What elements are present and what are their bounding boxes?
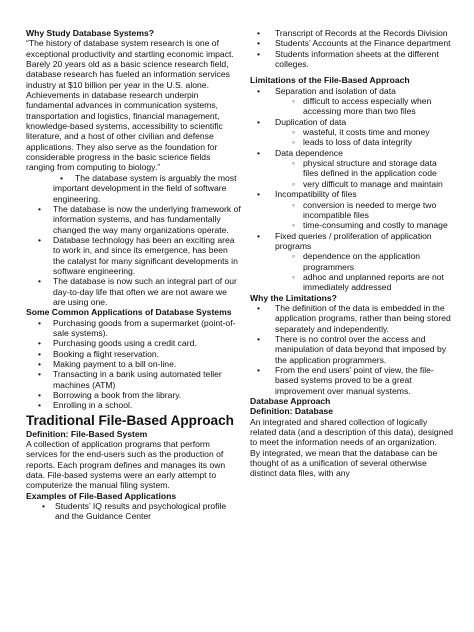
list-item: • The database system is arguably the most important development in the field of software engineering. xyxy=(26,173,241,204)
limitation-subs xyxy=(275,158,454,189)
database-approach-heading: Database Approach xyxy=(250,396,331,407)
left-column xyxy=(26,28,241,522)
limitation-label: Separation and isolation of data xyxy=(275,85,396,96)
why-study-bullets xyxy=(26,173,241,307)
limitation-label: Data dependence xyxy=(275,147,343,158)
limitation-item xyxy=(250,86,454,117)
why-limitations-heading: Why the Limitations? xyxy=(250,292,337,303)
list-item: • Borrowing a book from the library. xyxy=(26,390,241,400)
list-item: • Purchasing goods using a credit card. xyxy=(26,338,241,348)
right-column xyxy=(250,28,454,479)
list-item: • Students information sheets at the different colleges. xyxy=(250,49,454,70)
database-definition-text: An integrated and shared collection of logically related data (and a description of this data), designed to meet the information needs of an organization. xyxy=(250,416,454,448)
examples-heading: Examples of File-Based Applications xyxy=(26,490,177,501)
list-item: • Database technology has been an exciting area to work in, and since its emergence, has been the catalyst for many significant developments in software engineering. xyxy=(26,235,241,276)
list-item: • The database is now such an integral part of our day-to-day life that often we are not aware we are using one. xyxy=(26,276,241,307)
why-limitations-bullets xyxy=(250,303,454,396)
list-item: • Transcript of Records at the Records Division xyxy=(250,28,454,38)
applications-heading: Some Common Applications of Database Systems xyxy=(26,307,232,318)
list-item: ◦ wasteful, it costs time and money xyxy=(275,127,454,137)
limitations-list xyxy=(250,86,454,293)
limitation-subs xyxy=(275,200,454,231)
limitation-subs xyxy=(275,251,454,292)
traditional-approach-heading: Traditional File-Based Approach xyxy=(26,412,234,428)
list-item: • Students’ IQ results and psychological profile and the Guidance Center xyxy=(26,501,241,522)
examples-bullets-right xyxy=(250,28,454,69)
list-item: ◦ difficult to access especially when accessing more than two files xyxy=(275,96,454,117)
limitation-label: Duplication of data xyxy=(275,116,347,127)
limitation-label: Fixed queries / proliferation of application programs xyxy=(275,230,432,251)
list-item: • Transacting in a bank using automated teller machines (ATM) xyxy=(26,369,241,390)
why-study-quote: “The history of database system research is one of exceptional productivity and startling economic impact. Barely 20 years old as a basic science research field, database research has fueled an information services industry at $10 billion per year in the U.S. alone. Achievements in database research underpin fundamental advances in communication systems, transportation and logistics, financial management, knowledge-based systems, accessibility to scientific literature, and a host of other civilian and defense applications. They also serve as the foundation for considerable progress in the basic science fields ranging from computing to biology.” xyxy=(26,38,234,173)
list-item: • Students’ Accounts at the Finance department xyxy=(250,38,454,48)
limitation-item xyxy=(250,148,454,189)
list-item: ◦ adhoc and unplanned reports are not immediately addressed xyxy=(275,272,454,293)
list-item: ◦ dependence on the application programmers xyxy=(275,251,454,272)
list-item: ◦ physical structure and storage data files defined in the application code xyxy=(275,158,454,179)
examples-bullets-left xyxy=(26,501,241,522)
limitation-item xyxy=(250,189,454,230)
list-item: • Enrolling in a school. xyxy=(26,400,241,410)
list-item: ◦ conversion is needed to merge two incompatible files xyxy=(275,200,454,221)
limitation-item xyxy=(250,117,454,148)
why-study-heading: Why Study Database Systems? xyxy=(26,28,154,38)
list-item: • The database is now the underlying framework of information systems, and has fundamentally changed the way many organizations operate. xyxy=(26,204,241,235)
list-item: • The definition of the data is embedded in the application programs, rather than being stored separately and independently. xyxy=(250,303,454,334)
list-item: ◦ very difficult to manage and maintain xyxy=(275,179,454,189)
file-based-definition-text: A collection of application programs that perform services for the end-users such as the production of reports. Each program defines and manages its own data. File-based systems were an early attempt to computerize the manual filing system. xyxy=(26,439,226,491)
list-item: • Purchasing goods from a supermarket (point-of-sale systems). xyxy=(26,318,241,339)
database-definition-heading: Definition: Database xyxy=(250,406,334,417)
list-item: ◦ leads to loss of data integrity xyxy=(275,137,454,147)
limitations-heading: Limitations of the File-Based Approach xyxy=(250,75,410,86)
limitation-subs xyxy=(275,96,454,117)
list-item: ◦ time-consuming and costly to manage xyxy=(275,220,454,230)
limitation-label: Incompatibility of files xyxy=(275,189,357,200)
database-integrated-text: By integrated, we mean that the database can be thought of as a unification of several otherwise distinct data files, with any xyxy=(250,447,438,479)
file-based-definition-heading: Definition: File-Based System xyxy=(26,428,148,439)
limitation-subs xyxy=(275,127,454,148)
list-item: • Booking a flight reservation. xyxy=(26,349,241,359)
applications-bullets xyxy=(26,318,241,411)
list-item: • From the end users’ point of view, the file-based systems proved to be a great improvement over manual systems. xyxy=(250,365,454,396)
list-item: • Making payment to a bill on-line. xyxy=(26,359,241,369)
list-item: • There is no control over the access and manipulation of data beyond that imposed by the application programmers. xyxy=(250,334,454,365)
limitation-item xyxy=(250,231,454,293)
